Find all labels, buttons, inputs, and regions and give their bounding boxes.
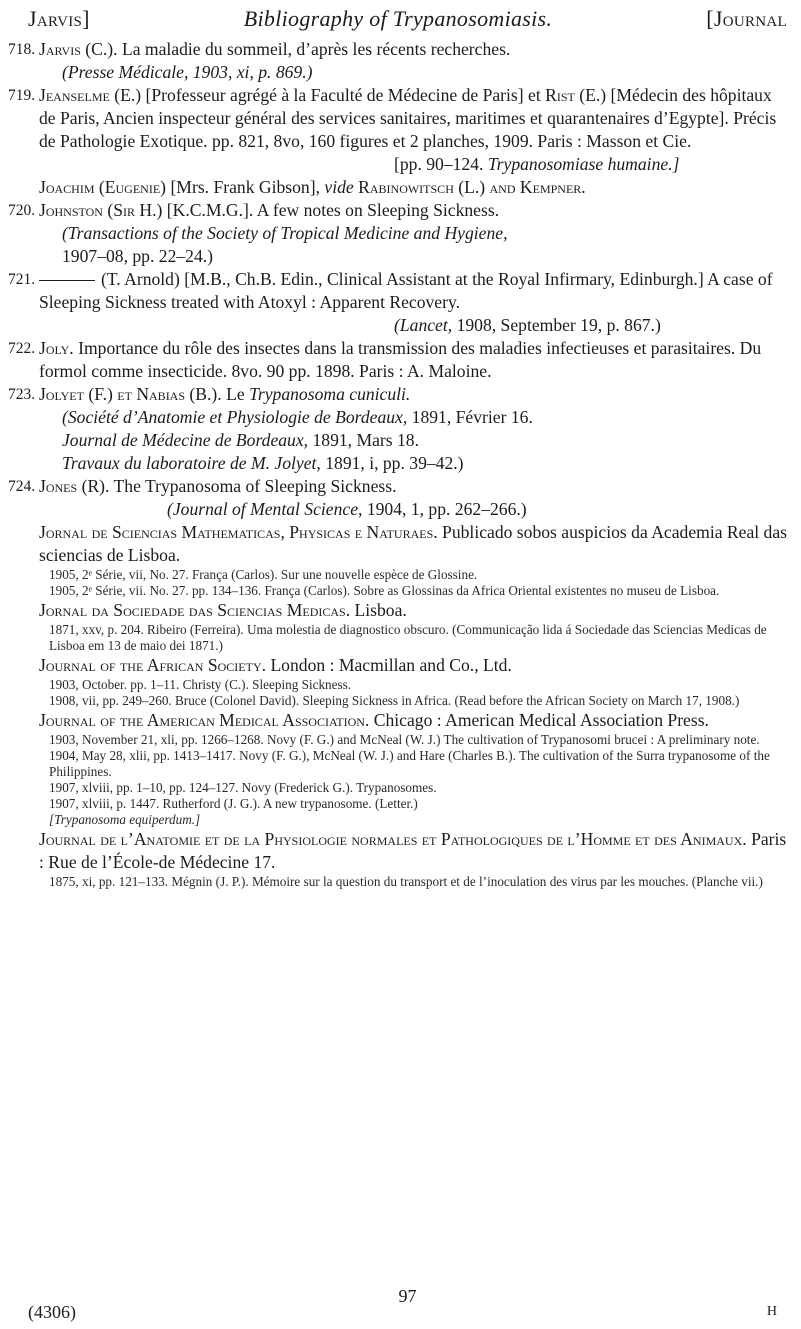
entry-number: 720. [8, 202, 36, 219]
entry-source-3: Travaux du laboratoire de M. Jolyet, [62, 453, 321, 473]
entry-title: [Médecin des hôpitaux de Paris, Ancien inspecteur général des services sanitaires, maritimes et quarantenaires d’Egypte]. Précis de Pathologie Exotique. pp. 821, 8vo, 160 figures et 2 planches, 1909. Paris : Masson et Cie. [39, 85, 777, 151]
entry-number: 722. [8, 340, 36, 357]
journal-publisher: Lisboa. [354, 600, 407, 620]
journal-title: Journal of the American Medical Association. [39, 710, 370, 730]
journal-article-list [8, 622, 787, 654]
journal-article-list [8, 677, 787, 709]
journal-article: 1875, xi, pp. 121–133. Mégnin (J. P.). Mémoire sur la question du transport et de l’inoculation des virus par les mouches. (Planche vii.) [49, 874, 763, 889]
entry-author: (T. Arnold) [101, 269, 180, 289]
journal-heading [8, 599, 787, 622]
entry-source-details: 1904, 1, pp. 262–266.) [366, 499, 527, 519]
entry-author: Joly. [39, 338, 74, 358]
journal-article-list [8, 874, 787, 890]
entry-source: (Presse Médicale, 1903, xi, p. 869.) [62, 62, 313, 82]
signature-mark: H [766, 1304, 777, 1319]
running-head-right: [Journal [706, 6, 787, 31]
journal-title: Jornal da Sociedade das Sciencias Medicas. [39, 600, 351, 620]
journal-heading [8, 521, 787, 567]
entry-source: (Journal of Mental Science, [167, 499, 363, 519]
journal-heading [8, 828, 787, 874]
entry-coauthor: Rist (E.) [545, 85, 607, 105]
entry-author: Jeanselme (E.) [39, 85, 142, 105]
running-head [28, 6, 787, 42]
journal-heading [8, 709, 787, 732]
entry-720 [8, 199, 787, 268]
entry-724 [8, 475, 787, 521]
entry-number: 724. [8, 478, 36, 495]
entry-author: Jolyet (F.) et Nabias (B.). [39, 384, 222, 404]
entry-pages-title: Trypanosomiase humaine.] [487, 154, 680, 174]
running-head-title: Bibliography of Trypanosomiasis. [243, 6, 553, 31]
entry-number: 723. [8, 386, 36, 403]
journal-heading [8, 654, 787, 677]
entry-number: 721. [8, 271, 36, 288]
entry-source-2-details: 1891, Mars 18. [312, 430, 420, 450]
journal-article: 1905, 2ᵉ Série, vii, No. 27. França (Carlos). Sur une nouvelle espèce de Glossine. [49, 567, 478, 582]
vide-label: vide [324, 177, 354, 197]
bibliography-entries [8, 38, 787, 890]
journal-article-note: [Trypanosoma equiperdum.] [49, 812, 201, 827]
entry-719 [8, 84, 787, 176]
entry-722 [8, 337, 787, 383]
print-code: (4306) [28, 1302, 76, 1322]
entry-pages: [pp. 90–124. [394, 154, 484, 174]
entry-title: Importance du rôle des insectes dans la transmission des maladies infectieuses et parasitaires. Du formol comme insecticide. 8vo. 90 pp. 1898. Paris : A. Maloine. [39, 338, 762, 381]
entry-source: (Transactions of the Society of Tropical Medicine and Hygiene, [62, 223, 508, 243]
entry-721 [8, 268, 787, 337]
journal-title: Jornal de Sciencias Mathematicas, Physicas e Naturaes. [39, 522, 438, 542]
journal-article: 1905, 2ᵉ Série, vii. No. 27. pp. 134–136. França (Carlos). Sobre as Glossinas da Africa Oriental existentes no museu de Lisboa. [49, 583, 720, 598]
journal-article: 1904, May 28, xlii, pp. 1413–1417. Novy (F. G.), McNeal (W. J.) and Hare (Charles B.). The cultivation of the Surra trypanosome of the Philippines. [49, 748, 770, 779]
journal-title: Journal of the African Society. [39, 655, 267, 675]
running-head-left: Jarvis] [28, 6, 90, 31]
entry-source-3-details: 1891, i, pp. 39–42.) [325, 453, 464, 473]
journal-article: 1903, November 21, xli, pp. 1266–1268. Novy (F. G.) and McNeal (W. J.) The cultivation of Trypanosomi brucei : A preliminary note. [49, 732, 760, 747]
journal-article: 1907, xlviii, p. 1447. Rutherford (J. G.). A new trypanosome. (Letter.) [49, 796, 418, 811]
page-footer [28, 1286, 787, 1322]
entry-cross-reference [8, 176, 787, 199]
entry-source-details: 1907–08, pp. 22–24.) [62, 246, 214, 266]
entry-title: La maladie du sommeil, d’après les récents recherches. [121, 39, 511, 59]
entry-affiliation: [Professeur agrégé à la Faculté de Médecine de Paris] et [145, 85, 541, 105]
journal-article: 1903, October. pp. 1–11. Christy (C.). Sleeping Sickness. [49, 677, 352, 692]
entry-source: (Lancet, [394, 315, 453, 335]
entry-author: Jarvis (C.). [39, 39, 118, 59]
journal-article-list [8, 732, 787, 828]
journal-article: 1907, xlviii, pp. 1–10, pp. 124–127. Novy (Frederick G.). Trypanosomes. [49, 780, 437, 795]
entry-title: [K.C.M.G.]. A few notes on Sleeping Sickness. [166, 200, 500, 220]
ditto-dash [39, 280, 95, 281]
entry-title: The Trypanosoma of Sleeping Sickness. [113, 476, 397, 496]
journal-article-list [8, 567, 787, 599]
journal-publisher: London : Macmillan and Co., Ltd. [270, 655, 512, 675]
journal-publisher: Paris : Rue de l’École-de Médecine 17. [39, 829, 787, 872]
cross-reference: Rabinowitsch (L.) and Kempner. [358, 177, 586, 197]
entry-title: Trypanosoma cuniculi. [249, 384, 411, 404]
entry-number: 719. [8, 87, 36, 104]
entry-author: Jones (R). [39, 476, 110, 496]
entry-source-details: 1908, September 19, p. 867.) [456, 315, 661, 335]
entry-note: [Mrs. Frank Gibson], [170, 177, 320, 197]
entry-author: Johnston (Sir H.) [39, 200, 163, 220]
journal-title: Journal de l’Anatomie et de la Physiologie normales et Pathologiques de l’Homme et des Animaux. [39, 829, 747, 849]
entry-source: (Société d’Anatomie et Physiologie de Bordeaux, [62, 407, 408, 427]
entry-source-2: Journal de Médecine de Bordeaux, [62, 430, 309, 450]
page-number: 97 [398, 1286, 417, 1306]
entry-723 [8, 383, 787, 475]
journal-publisher: Publicado sobos auspicios da Academia Real das sciencias de Lisboa. [39, 522, 788, 565]
journal-article: 1871, xxv, p. 204. Ribeiro (Ferreira). Uma molestia de diagnostico obscuro. (Communicação lida á Sociedade das Sciencias Medicas de Lisboa em 13 de maio dei 1871.) [49, 622, 767, 653]
journal-publisher: Chicago : American Medical Association Press. [373, 710, 709, 730]
entry-author: Joachim (Eugenie) [39, 177, 167, 197]
journal-article: 1908, vii, pp. 249–260. Bruce (Colonel David). Sleeping Sickness in Africa. (Read before the African Society on March 17, 1908.) [49, 693, 740, 708]
entry-source-details: 1891, Février 16. [411, 407, 533, 427]
entry-title-prefix: Le [226, 384, 245, 404]
entry-title: [M.B., Ch.B. Edin., Clinical Assistant at the Royal Infirmary, Edinburgh.] A case of Sleeping Sickness treated with Atoxyl : Apparent Recovery. [39, 269, 773, 312]
entry-number: 718. [8, 41, 36, 58]
entry-718 [8, 38, 787, 84]
